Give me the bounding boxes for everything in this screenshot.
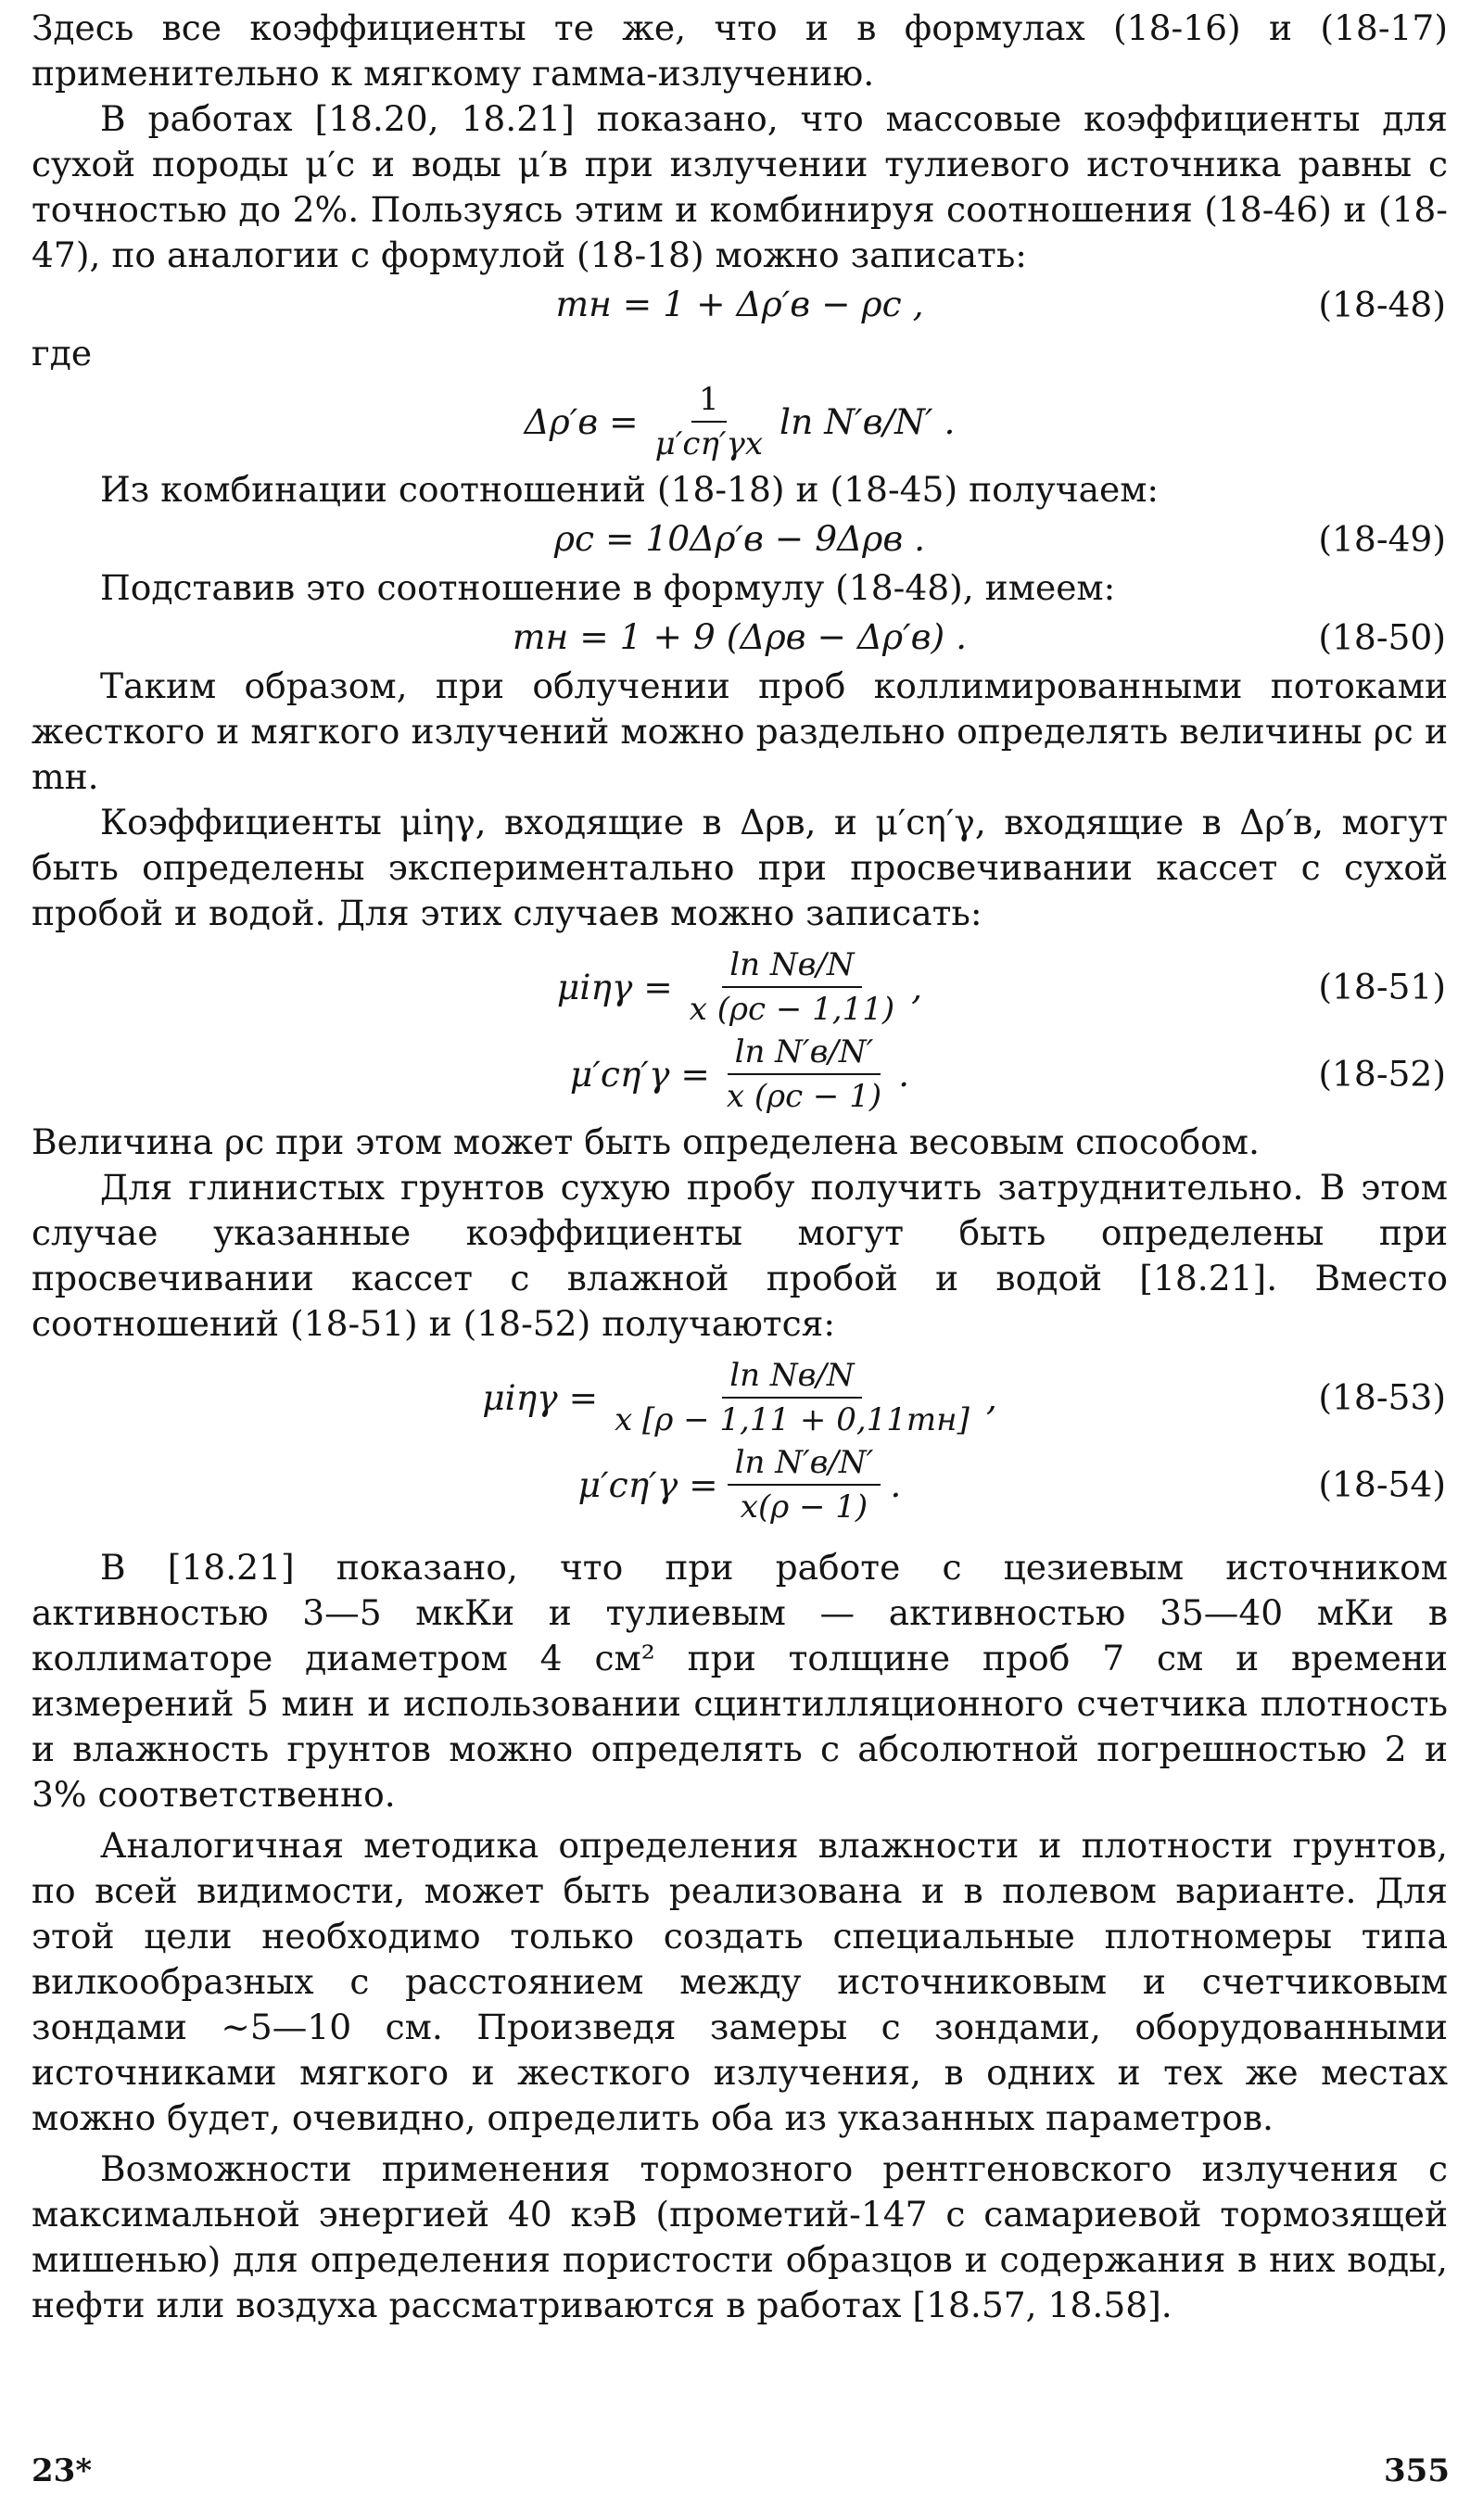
fraction — [607, 1356, 977, 1439]
equation-number: (18-52) — [1318, 1053, 1446, 1095]
equation-expr: mн = 1 + 9 (Δρв − Δρ′в) . — [512, 616, 968, 657]
equation-number: (18-50) — [1318, 616, 1446, 657]
fraction — [648, 380, 770, 463]
fraction-denominator: μ′сη′γx — [654, 425, 764, 462]
equation-number: (18-48) — [1318, 284, 1446, 324]
fraction-denominator: x (ρс − 1) — [726, 1078, 882, 1115]
equation-number: (18-49) — [1318, 518, 1446, 559]
equation-tail: . — [898, 1053, 910, 1095]
equation-tail: , — [911, 966, 923, 1007]
equation-number: (18-53) — [1318, 1376, 1446, 1418]
page-footer — [32, 2452, 1450, 2489]
equation-lhs: Δρ′в = — [524, 400, 639, 442]
equation-lhs: μiηγ = — [482, 1376, 599, 1418]
fraction-numerator: ln N′в/N′ — [728, 1443, 881, 1486]
signature-mark: 23* — [32, 2452, 93, 2489]
fraction-numerator: 1 — [691, 380, 727, 423]
equation-expr: mн = 1 + Δρ′в − ρс , — [555, 284, 924, 324]
equation-18-54 — [32, 1443, 1448, 1526]
paragraph-10: Аналогичная методика определения влажности и плотности грунтов, по всей видимости, может быть реализована и в полевом варианте. Для этой цели необходимо только создать специальные плотномеры типа вилкообразных с расстоянием между источниковым и счетчиковым зондами ∼5—10 см. Произведя замеры с зондами, оборудованными источниками мягкого и жесткого излучения, в одних и тех же местах можно будет, очевидно, определить оба из указанных параметров. — [32, 1825, 1448, 2138]
paragraph-2: В работах [18.20, 18.21] показано, что массовые коэффициенты для сухой породы μ′с и воды μ′в при излучении тулиевого источника равны с точностью до 2%. Пользуясь этим и комбинируя соотношения (18-46) и (18-47), по аналогии с формулой (18-18) можно записать: — [32, 98, 1448, 275]
equation-tail: , — [985, 1376, 997, 1418]
equation-lhs: μiηγ = — [556, 966, 673, 1007]
fraction-denominator: x (ρс − 1,11) — [689, 991, 895, 1028]
fraction-denominator: x [ρ − 1,11 + 0,11mн] — [615, 1401, 970, 1438]
paragraph-9: В [18.21] показано, что при работе с цезиевым источником активностью 3—5 мкКи и тулиевым — активностью 35—40 мКи в коллиматоре диаметром 4 см² при толщине проб 7 см и времени измерений 5 мин и использовании сцинтилляционного счетчика плотность и влажность грунтов можно определять с абсолютной погрешностью 2 и 3% соответственно. — [32, 1547, 1448, 1815]
equation-18-49 — [32, 516, 1448, 562]
fraction — [719, 1032, 889, 1116]
equation-number: (18-51) — [1318, 966, 1446, 1007]
equation-tail: . — [890, 1463, 902, 1505]
page-body — [32, 6, 1448, 2328]
equation-rhs: ln N′в/N′ . — [780, 400, 956, 442]
equation-18-51 — [32, 945, 1448, 1029]
paragraph-7: Величина ρс при этом может быть определена весовым способом. — [32, 1121, 1260, 1162]
equation-delta-rho-definition — [32, 380, 1448, 463]
equation-18-48 — [32, 282, 1448, 327]
fraction — [728, 1443, 881, 1526]
paragraph-5: Таким образом, при облучении проб коллимированными потоками жесткого и мягкого излучений можно раздельно определять величины ρс и mн. — [32, 665, 1448, 797]
equation-number: (18-54) — [1318, 1463, 1446, 1505]
fraction-numerator: ln Nв/N — [722, 945, 861, 988]
fraction-numerator: ln Nв/N — [722, 1356, 861, 1399]
where-label: где — [32, 333, 93, 374]
equation-lhs: μ′сη′γ = — [569, 1053, 710, 1095]
paragraph-3: Из комбинации соотношений (18-18) и (18-45) получаем: — [100, 469, 1160, 510]
fraction — [682, 945, 902, 1029]
page-number: 355 — [1384, 2452, 1450, 2489]
equation-expr: ρс = 10Δρ′в − 9Δρв . — [553, 518, 926, 559]
equation-18-53 — [32, 1356, 1448, 1439]
fraction-denominator: x(ρ − 1) — [740, 1488, 868, 1526]
paragraph-8: Для глинистых грунтов сухую пробу получить затруднительно. В этом случае указанные коэффициенты могут быть определены при просвечивании кассет с влажной пробой и водой [18.21]. Вместо соотношений (18-51) и (18-52) получаются: — [32, 1167, 1448, 1344]
paragraph-1: Здесь все коэффициенты те же, что и в формулах (18-16) и (18-17) применительно к мягкому гамма-излучению. — [32, 7, 1448, 94]
paragraph-11: Возможности применения тормозного рентгеновского излучения с максимальной энергией 40 кэВ (прометий-147 с самариевой тормозящей мишенью) для определения пористости образцов и содержания в них воды, нефти или воздуха рассматриваются в работах [18.57, 18.58]. — [32, 2148, 1448, 2325]
fraction-numerator: ln N′в/N′ — [728, 1032, 881, 1075]
equation-lhs: μ′сη′γ = — [577, 1463, 718, 1505]
equation-18-50 — [32, 614, 1448, 660]
paragraph-6: Коэффициенты μiηγ, входящие в Δρв, и μ′сη′γ, входящие в Δρ′в, могут быть определены экспериментально при просвечивании кассет с сухой пробой и водой. Для этих случаев можно записать: — [32, 802, 1448, 933]
equation-18-52 — [32, 1032, 1448, 1116]
paragraph-4: Подставив это соотношение в формулу (18-48), имеем: — [100, 567, 1116, 608]
